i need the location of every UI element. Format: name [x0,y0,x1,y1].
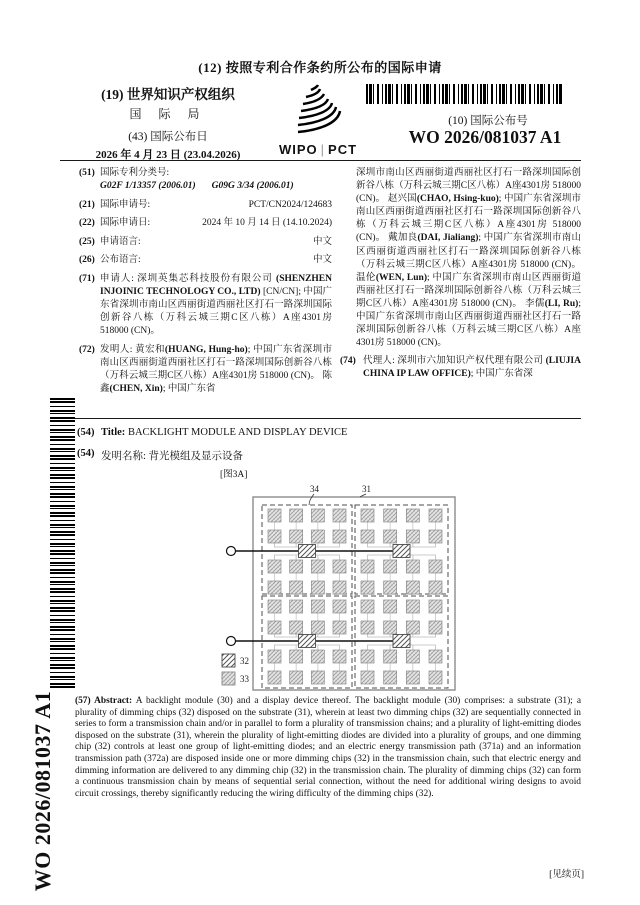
bibliographic-right-column [340,167,581,387]
inventors-continued-text: 深圳市南山区西丽街道西丽社区打石一路深圳国际创新谷八栋（万科云城三期C区八栋）A座4301房 518000 (CN)。 赵兴国(CHAO, Hsing-kuo); 中国广东省深圳市南山区西丽街道西丽社区打石一路深圳国际创新谷八栋（万科云城三期C区八栋）A座4301房 518000 (CN)。 戴加良(DAI, Jialiang); 中国广东省深圳市南山区西丽街道西丽社区打石一路深圳国际创新谷八栋（万科云城三期C区八栋）A座4301房 518000 (CN)。 温伦(WEN, Lun); 中国广东省深圳市南山区西丽街道西丽社区打石一路深圳国际创新谷八栋（万科云城三期C区八栋）A座4301房 518000 (CN)。 李儒(LI, Ru); 中国广东省深圳市南山区西丽街道西丽社区打石一路深圳国际创新谷八栋（万科云城三期C区八栋）A座4301房 518000 (CN)。 [356,168,582,349]
field-applicant [79,273,332,338]
abstract-text: A backlight module (30) and a display device thereof. The backlight module (30) comprises: a substrate (31); a plurality of dimming chips (32) disposed on the substrate (31), wherein at least two dimming chips (32) are sequentially connected in series to form a transmission chain and/or in parallel to form a plurality of transmission chains; and a plurality of light-emitting diodes disposed on the substrate (31), wherein the plurality of light-emitting diodes are divided into a plurality of groups, and one dimming chip (32) controls at least one group of light-emitting diodes; and an electric energy transmission path (371a) and an information transmission path (372a) are disposed inside one or more dimming chips (32) in the transmission chain, such that electric energy and dimming information are delivered to any dimming chip (32) in the transmission chain. The plurality of dimming chips (32) can form a continuous transmission chain by means of sequential serial connection, without the need for additional wiring designs to avoid circuit crossings, thereby significantly reducing the wiring difficulty of the dimming chips (32). [75,696,581,799]
field-num: (22) [79,218,95,229]
legend-swatch-led [222,672,235,685]
field-inventors [79,344,332,396]
legend-label-33: 33 [240,674,249,684]
title-zh-text: 发明名称: 背光模组及显示设备 [101,451,244,462]
bibliographic-left-column [79,167,332,402]
header-divider [60,160,581,161]
agent-text: 代理人: 深圳市六加知识产权代理有限公司 (LIUJIA CHINA IP LAW OFFICE); 中国广东省深 [363,356,581,380]
figure-caption: [图3A] [220,470,248,480]
publication-language-value: 中文 [312,255,332,266]
field-application-number [79,199,332,212]
substrate-outline [253,497,455,690]
pub-number-label: (10) 国际公布号 [448,115,528,127]
field-num: (51) [79,168,95,178]
application-number-value: PCT/CN2024/124683 [248,199,332,210]
wipo-logo [272,82,364,157]
wipo-swirl-icon [290,82,346,136]
issuing-org-block [72,83,264,162]
figure-ref-34: 34 [310,484,319,494]
figure-legend [222,654,250,685]
wire-terminal-top [227,547,236,556]
field-num: (21) [79,199,95,210]
top-barcode [366,84,562,104]
continuation-note: [见续页] [549,870,584,880]
filing-date-label: 国际申请日: [100,218,151,229]
abstract-label: (57) Abstract: [75,696,133,706]
field-num: (71) [79,274,95,285]
international-bureau-label: 国 际 局 [129,107,207,121]
field-ipc [79,167,332,193]
wire-terminal-bottom [227,637,236,646]
field-publication-language [79,254,332,267]
ipc-class-2: G09G 3/34 (2006.01) [211,181,294,192]
title-divider [60,418,581,419]
pub-date: 2026 年 4 月 23 日 (23.04.2026) [95,149,241,161]
pub-number: WO 2026/081037 A1 [408,127,562,147]
field-num: (74) [340,356,356,367]
filing-language-value: 中文 [312,236,332,247]
field-filing-date [79,217,332,230]
backlight-module-diagram [210,483,480,703]
wipo-pct-wordmark [272,142,364,157]
filing-date-value: 2024 年 10 月 14 日 (14.10.2024) [202,218,332,229]
ipc-label: 国际专利分类号: [100,168,170,178]
title-en-text: Title: BACKLIGHT MODULE AND DISPLAY DEVICE [101,427,348,438]
wipo-org-label: (19) 世界知识产权组织 [101,87,235,102]
inventors-text: 发明人: 黄宏和(HUANG, Hung-ho); 中国广东省深圳市南山区西丽街道西丽社区打石一路深圳国际创新谷八栋（万科云城三期C区八栋）A座4301房 518000 (CN)。 陈鑫(CHEN, Xin); 中国广东省 [100,345,333,395]
legend-label-32: 32 [240,656,249,666]
pct-treaty-header: (12) 按照专利合作条约所公布的国际申请 [198,60,442,75]
side-pub-number: WO 2026/081037 A1 [30,690,55,892]
field-num: (26) [79,255,95,266]
title-row-en [77,427,581,438]
pub-date-label: (43) 国际公布日 [128,131,208,143]
ipc-class-1: G02F 1/13357 (2006.01) [100,181,196,192]
logo-pct-text: PCT [328,142,358,157]
logo-wipo-text: WIPO [278,142,318,157]
application-number-label: 国际申请号: [100,199,151,210]
logo-separator: | [320,142,326,157]
patent-figure [210,483,480,703]
field-agent [340,355,581,381]
publication-language-label: 公布语言: [100,255,141,266]
filing-language-label: 申请语言: [100,236,141,247]
applicant-text: 申请人: 深圳英集芯科技股份有限公司 (SHENZHEN INJOINIC TECHNOLOGY CO., LTD) [CN/CN]; 中国广东省深圳市南山区西丽街道西丽社区打石一路深圳国际创新谷八栋（万科云城三期C区八栋）A座4301房 518000 (CN)。 [100,274,332,337]
figure-ref-31: 31 [362,484,371,494]
field-num: (25) [79,236,95,247]
side-barcode [50,398,75,690]
title-row-zh [77,448,581,463]
field-num: (72) [79,345,95,356]
legend-swatch-chip [222,654,235,667]
field-num: (54) [77,427,95,438]
abstract [75,696,581,800]
field-filing-language [79,236,332,249]
field-num: (54) [77,448,95,459]
